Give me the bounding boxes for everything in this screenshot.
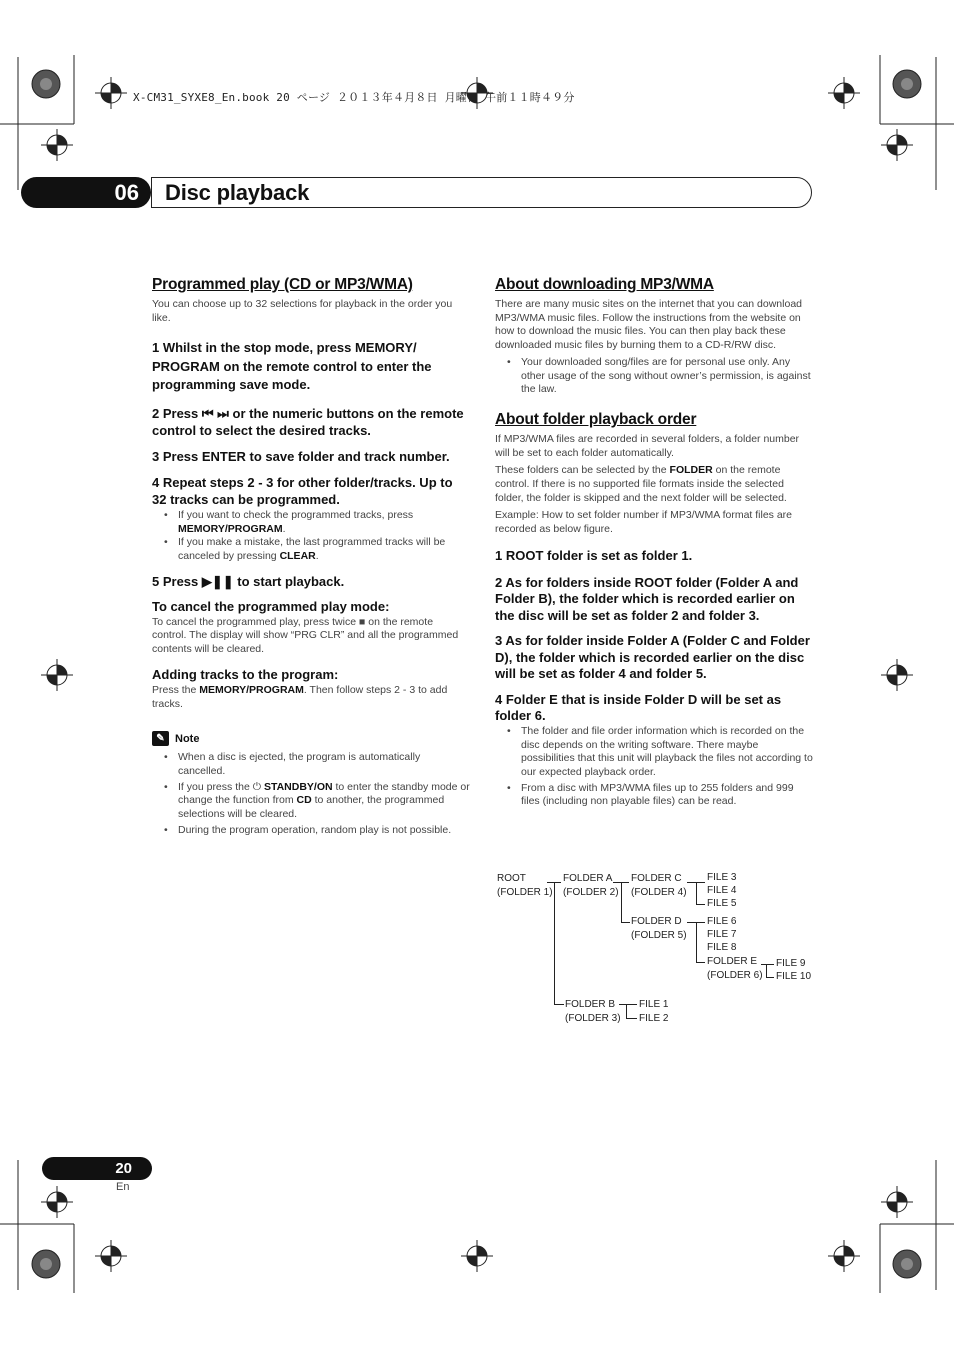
tree-root: ROOT (FOLDER 1) xyxy=(497,873,553,898)
folder-step-3: 3 As for folder inside Folder A (Folder C and Folder D), the folder which is recorded earlier on the disc will be set as folder 4 and folder 5. xyxy=(495,633,810,682)
tree-file: FILE 7 xyxy=(707,929,737,940)
folder-step-1: 1 ROOT folder is set as folder 1. xyxy=(495,547,693,563)
chapter-title: Disc playback xyxy=(165,180,310,205)
right-column xyxy=(495,276,813,809)
page-language: En xyxy=(116,1181,130,1193)
tree-file: FILE 8 xyxy=(707,942,737,953)
step-4-bullets xyxy=(152,509,470,564)
note-heading: ✎ Note xyxy=(152,731,470,746)
list-item: • During the program operation, random play is not possible. xyxy=(152,824,470,838)
folder-order-heading: About folder playback order xyxy=(495,410,697,428)
step-5: 5 Press ▶❚❚ to start playback. xyxy=(152,573,345,589)
tree-folder-a: FOLDER A (FOLDER 2) xyxy=(563,873,619,898)
folder-order-p2: These folders can be selected by the FOLDER on the remote control. If there is no supported file formats inside the selected folder, the folder is skipped and the next folder will be selected. xyxy=(495,464,787,504)
list-item: • The folder and file order information which is recorded on the disc depends on the writing software. There maybe possibilities that this unit will playback the files not according to our expected playback order. xyxy=(495,725,813,780)
tree-folder-b: FOLDER B (FOLDER 3) xyxy=(565,999,621,1024)
list-item: • Your downloaded song/files are for personal use only. Any other usage of the song without owner’s permission, is against the law. xyxy=(495,356,813,397)
tree-folder-e: FOLDER E (FOLDER 6) xyxy=(707,956,763,981)
tree-file: FILE 5 xyxy=(707,898,737,909)
programmed-play-heading: Programmed play (CD or MP3/WMA) xyxy=(152,276,413,293)
downloading-text: There are many music sites on the internet that you can download MP3/WMA music files. Follow the instructions from the website on how to download the music files. You can then play back these downloaded music files by burning them to a CD-R/RW disc. xyxy=(495,298,803,352)
tree-file: FILE 2 xyxy=(639,1013,669,1024)
chapter-number-badge: 06 xyxy=(21,177,151,208)
step-1: 1 Whilst in the stop mode, press MEMORY/ PROGRAM on the remote control to enter the programming save mode. xyxy=(152,340,432,393)
folder-order-p3: Example: How to set folder number if MP3/WMA format files are recorded as below figure. xyxy=(495,509,793,536)
page-number: 20 xyxy=(42,1157,152,1180)
downloading-bullets xyxy=(495,356,813,397)
folder-tree-diagram xyxy=(495,868,825,1033)
list-item: • When a disc is ejected, the program is automatically cancelled. xyxy=(152,751,470,778)
tree-file: FILE 6 xyxy=(707,916,737,927)
list-item: • If you want to check the programmed tracks, press MEMORY/PROGRAM. xyxy=(152,509,470,536)
tree-file: FILE 10 xyxy=(776,971,812,982)
tree-file: FILE 1 xyxy=(639,999,669,1010)
note-list xyxy=(152,751,470,837)
downloading-heading: About downloading MP3/WMA xyxy=(495,276,714,293)
step-3: 3 Press ENTER to save folder and track number. xyxy=(152,448,450,464)
tree-file: FILE 4 xyxy=(707,885,737,896)
left-column xyxy=(152,276,470,837)
step-2: 2 Press ⏮ ⏭ or the numeric buttons on the remote control to select the desired tracks. xyxy=(152,405,464,438)
pencil-icon: ✎ xyxy=(152,731,169,746)
adding-text: Press the MEMORY/PROGRAM. Then follow steps 2 - 3 to add tracks. xyxy=(152,683,448,710)
programmed-play-intro: You can choose up to 32 selections for playback in the order you like. xyxy=(152,298,453,324)
tree-folder-c: FOLDER C (FOLDER 4) xyxy=(631,873,687,898)
step-4: 4 Repeat steps 2 - 3 for other folder/tracks. Up to 32 tracks can be programmed. xyxy=(152,474,453,507)
cancel-heading: To cancel the programmed play mode: xyxy=(152,598,390,614)
adding-heading: Adding tracks to the program: xyxy=(152,666,339,682)
list-item: • If you press the ⏻ STANDBY/ON to enter the standby mode or change the function from CD to another, the programmed selections will be cleared. xyxy=(152,781,470,822)
tree-file: FILE 9 xyxy=(776,958,806,969)
list-item: • If you make a mistake, the last programmed tracks will be canceled by pressing CLEAR. xyxy=(152,536,470,563)
list-item: • From a disc with MP3/WMA files up to 255 folders and 999 files (including non playable files) can be read. xyxy=(495,782,813,809)
cancel-text: To cancel the programmed play, press twice ■ on the remote control. The display will show “PRG CLR” and all the programmed contents will be cleared. xyxy=(152,615,459,656)
folder-step-4: 4 Folder E that is inside Folder D will be set as folder 6. xyxy=(495,691,782,723)
folder-step-2: 2 As for folders inside ROOT folder (Folder A and Folder B), the folder which is recorded earlier on the disc will be set as folder 2 and folder 3. xyxy=(495,574,799,623)
tree-folder-d: FOLDER D (FOLDER 5) xyxy=(631,916,687,941)
folder-bullets xyxy=(495,725,813,809)
tree-file: FILE 3 xyxy=(707,872,737,883)
folder-order-p1: If MP3/WMA files are recorded in several folders, a folder number will be set to each folder automatically. xyxy=(495,432,800,459)
book-info-line: X-CM31_SYXE8_En.book 20 ページ ２０１３年４月８日 月曜日 午前１１時４９分 xyxy=(133,91,575,104)
